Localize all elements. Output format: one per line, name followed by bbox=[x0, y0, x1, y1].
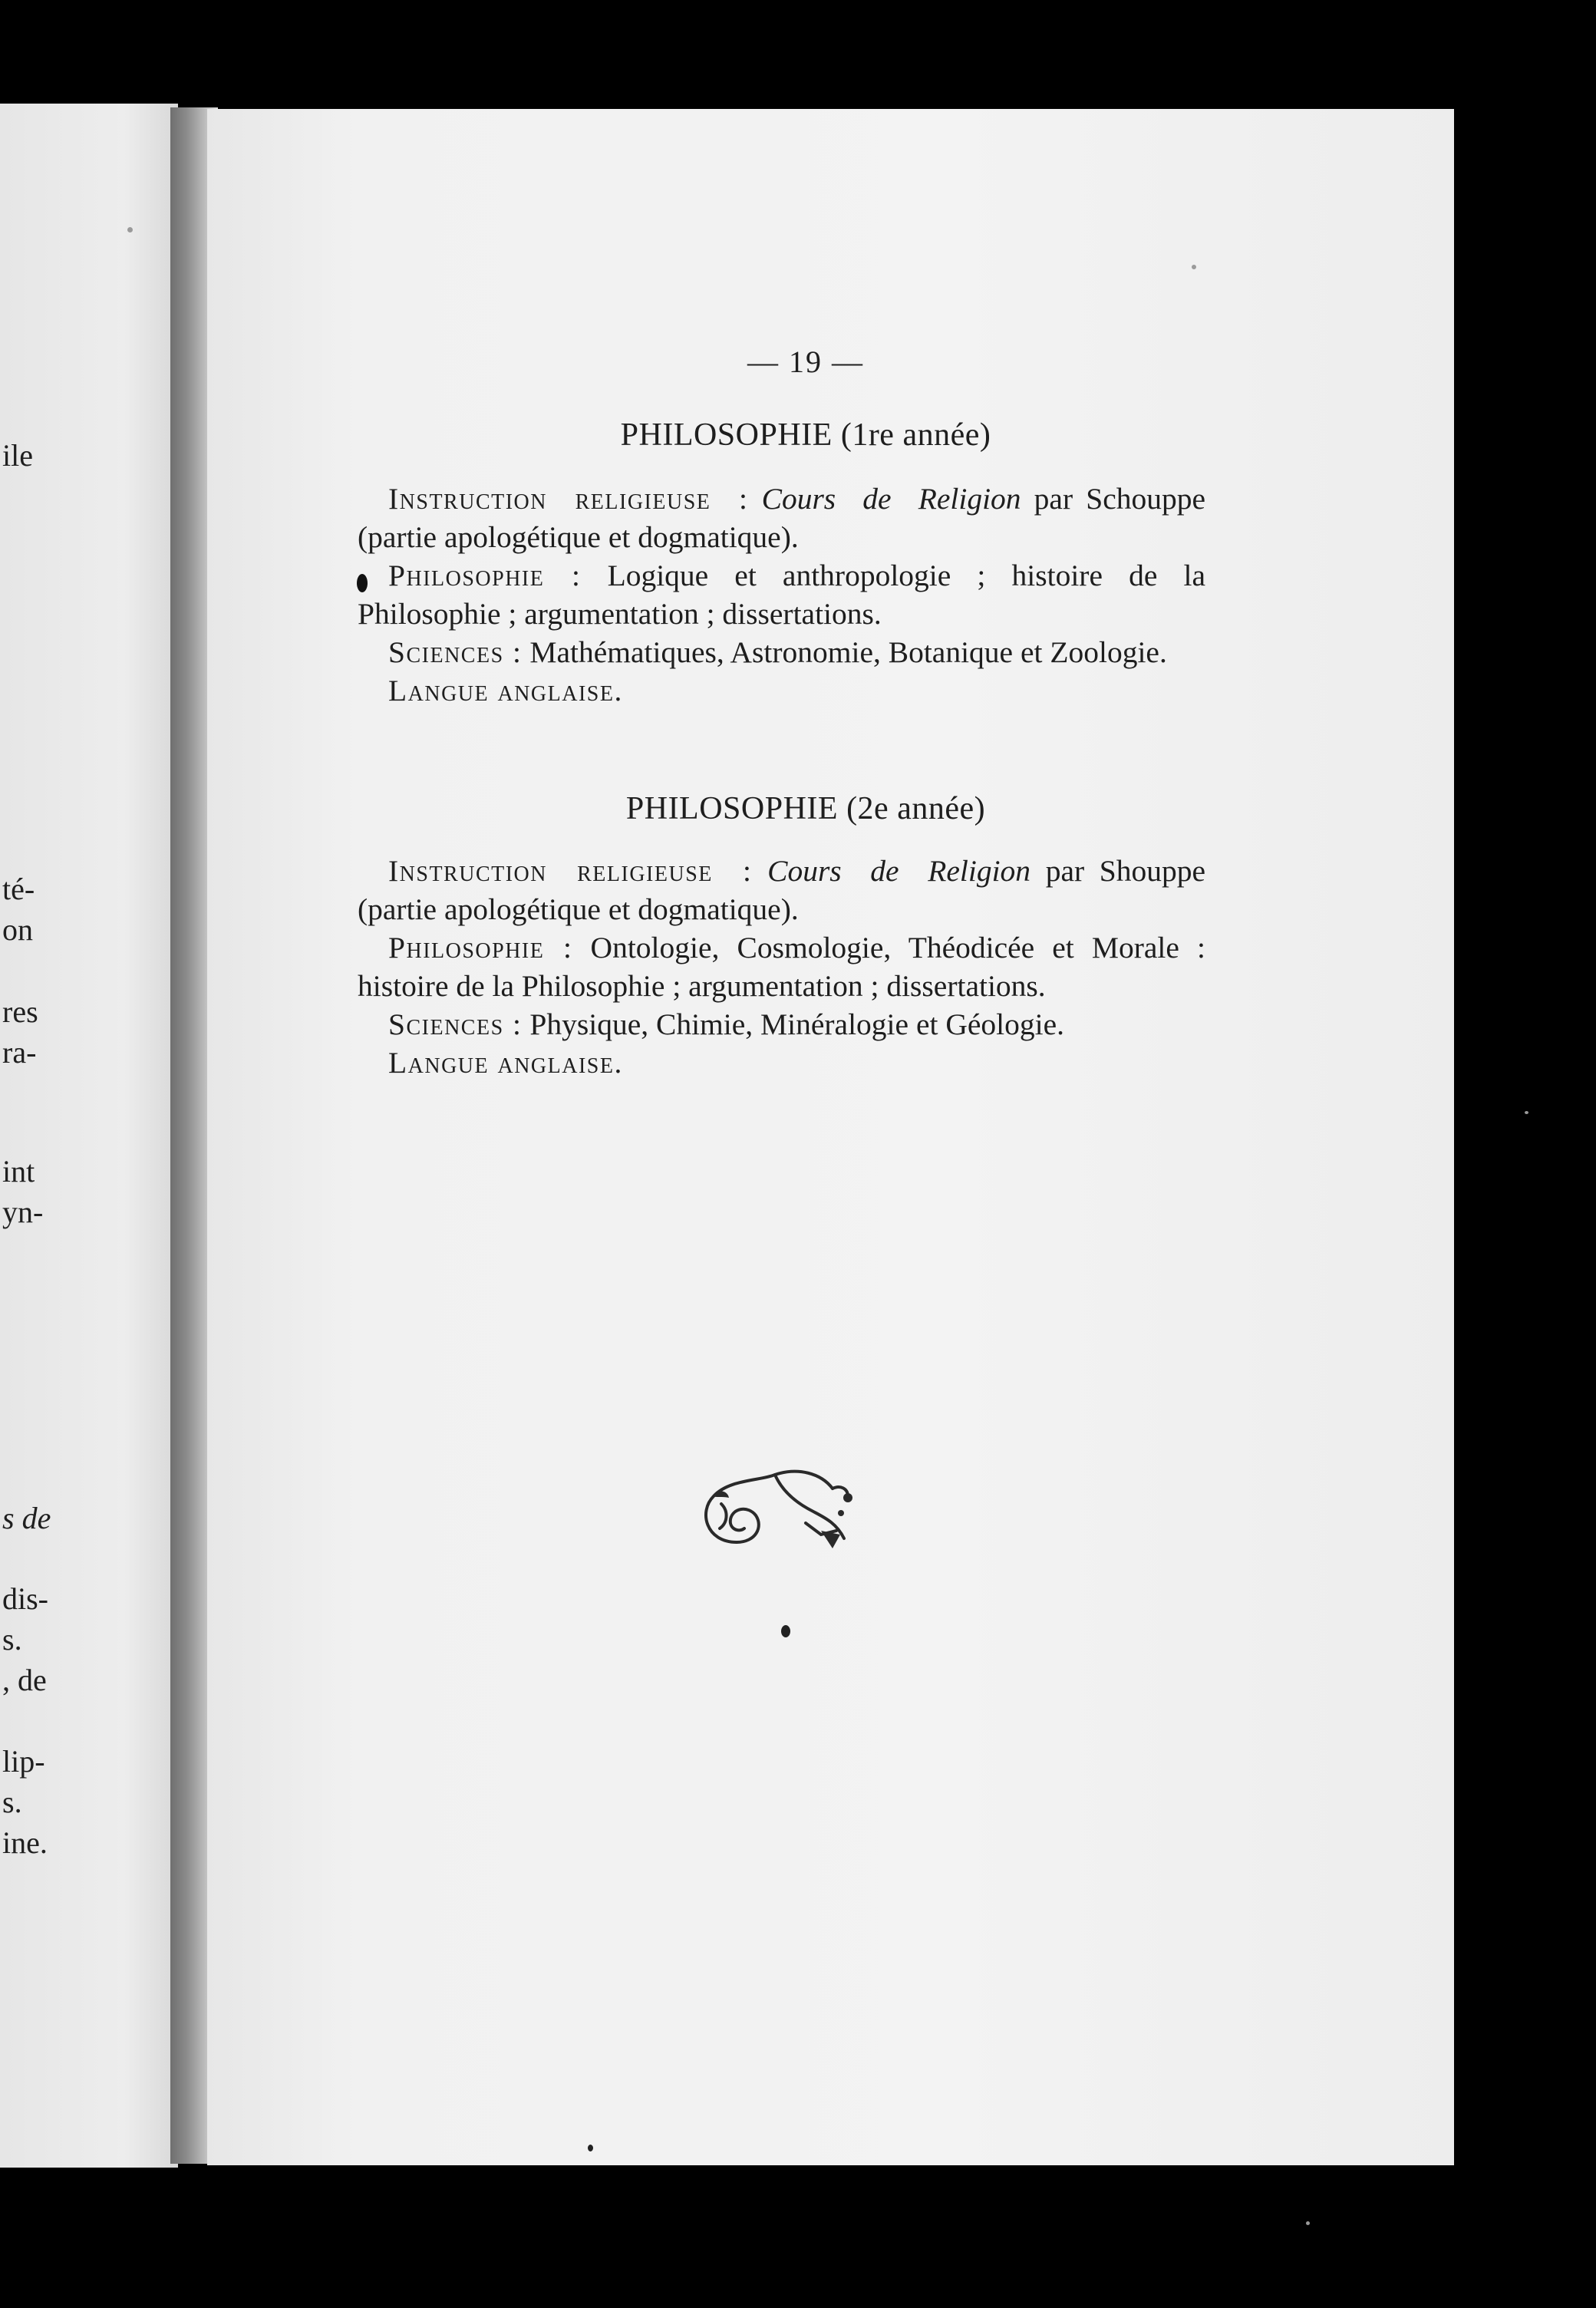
paragraph-text: Mathématiques, Astronomie, Botanique et Zoologie. bbox=[529, 635, 1167, 669]
section-heading-1 bbox=[361, 417, 1251, 453]
paragraph-label: Instruction religieuse : bbox=[388, 854, 753, 888]
paragraph-langue bbox=[358, 671, 1205, 710]
left-fragment: dis- bbox=[2, 1581, 48, 1616]
left-fragment: s. bbox=[2, 1785, 22, 1819]
paragraph-label: Philosophie : bbox=[388, 931, 573, 964]
paragraph-sciences bbox=[358, 633, 1205, 671]
book-title: Cours de Religion bbox=[767, 854, 1031, 888]
ink-speck bbox=[1306, 2221, 1310, 2225]
paragraph-text: par Schouppe (partie apologétique et dogmatique). bbox=[358, 482, 1206, 554]
left-fragment: res bbox=[2, 994, 38, 1029]
left-fragment: int bbox=[2, 1154, 35, 1189]
paragraph-label: Langue anglaise. bbox=[388, 674, 623, 707]
section-body-1 bbox=[358, 480, 1205, 710]
paragraph-label: Philosophie : bbox=[388, 559, 582, 592]
ink-speck bbox=[1525, 1111, 1528, 1114]
book-title: Cours de Religion bbox=[761, 482, 1021, 516]
ink-speck bbox=[1192, 265, 1196, 269]
heading-title: PHILOSOPHIE bbox=[625, 791, 839, 826]
left-fragment: ine. bbox=[2, 1825, 48, 1860]
ink-speck bbox=[588, 2145, 593, 2151]
left-fragment: té- bbox=[2, 872, 35, 906]
left-fragment: ra- bbox=[2, 1035, 37, 1070]
paragraph-philosophie bbox=[358, 556, 1205, 633]
left-fragment: s de bbox=[2, 1501, 51, 1535]
heading-title: PHILOSOPHIE bbox=[620, 417, 833, 453]
ink-speck bbox=[781, 1625, 790, 1637]
heading-year: (1re année) bbox=[840, 417, 991, 453]
paragraph-text: Ontologie, Cosmologie, Théodicée et Morale : histoire de la Philosophie ; argumentation ; dissertations. bbox=[358, 931, 1206, 1003]
left-fragment: , de bbox=[2, 1663, 47, 1697]
paragraph-label: Langue anglaise. bbox=[388, 1046, 623, 1080]
left-fragment: lip- bbox=[2, 1744, 45, 1779]
scroll-ornament-icon bbox=[691, 1458, 859, 1558]
paragraph-label: Sciences : bbox=[388, 1007, 523, 1041]
heading-year: (2e année) bbox=[846, 791, 986, 826]
paragraph-langue bbox=[358, 1044, 1205, 1082]
paragraph-label: Instruction religieuse : bbox=[388, 482, 749, 516]
section-heading-2 bbox=[361, 790, 1251, 827]
paragraph-label: Sciences : bbox=[388, 635, 523, 669]
left-fragment: on bbox=[2, 912, 33, 947]
paragraph-text: Logique et anthropologie ; histoire de la Philosophie ; argumentation ; dissertations. bbox=[358, 559, 1206, 631]
paragraph-text: Physique, Chimie, Minéralogie et Géologie. bbox=[529, 1007, 1064, 1041]
ink-speck bbox=[127, 227, 133, 232]
page-number: — 19 — bbox=[747, 345, 864, 379]
paragraph-text: par Shouppe (partie apologétique et dogmatique). bbox=[358, 854, 1205, 926]
left-fragment: ile bbox=[2, 438, 33, 473]
paragraph-instruction bbox=[358, 852, 1205, 928]
paragraph-philosophie bbox=[358, 928, 1205, 1005]
left-fragment: yn- bbox=[2, 1195, 44, 1229]
paragraph-sciences bbox=[358, 1005, 1205, 1044]
section-body-2 bbox=[358, 852, 1205, 1082]
left-fragment: s. bbox=[2, 1622, 22, 1657]
paragraph-instruction bbox=[358, 480, 1205, 556]
